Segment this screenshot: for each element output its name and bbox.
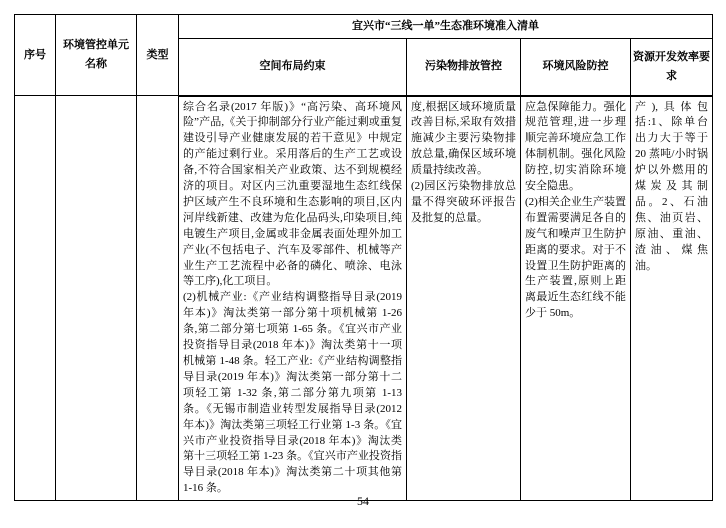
cell-unit-name	[56, 96, 137, 501]
cell-spatial-constraints	[179, 96, 407, 501]
cell-serial-number	[15, 96, 56, 501]
cell-type	[137, 96, 179, 501]
resource-paragraph-1: 产),具体包括:1、除单台出力大于等于 20 蒸吨/小时锅炉以外燃用的煤炭及其制品。2、石油焦、油页岩、原油、重油、渣油、煤焦油。	[635, 100, 708, 272]
header-risk-prevention: 环境风险防控	[521, 39, 631, 96]
risk-paragraph-2: (2)相关企业生产装置布置需要满足各自的废气和噪声卫生防护距离的要求。对于不设置卫生防护距离的生产装置,原则上距离最近生态红线不能少于 50m。	[525, 195, 626, 320]
header-serial-number: 序号	[15, 15, 56, 96]
table-banner-title: 宜兴市“三线一单”生态准环境准入清单	[179, 15, 713, 39]
risk-paragraph-1: 应急保障能力。强化规范管理,进一步理顺完善环境应急工作体制机制。强化风险防控,切实消除环境安全隐患。	[525, 100, 626, 193]
admission-list-table	[14, 14, 713, 501]
header-resource-efficiency: 资源开发效率要求	[631, 39, 713, 96]
cell-risk-prevention	[521, 96, 631, 501]
header-type: 类型	[137, 15, 179, 96]
header-pollutant-control: 污染物排放管控	[407, 39, 521, 96]
spatial-paragraph-2: (2)机械产业:《产业结构调整指导目录(2019 年本)》淘汰类第一部分第十项机械第 1-26 条,第二部分第七项第 1-65 条。《宜兴市产业投资指导目录(2018 年本)》淘汰类第十一项机械第 1-48 条。轻工产业:《产业结构调整指导目录(2019 年本)》淘汰类第一部分第十二项轻工第 1-32 条,第二部分第九项第 1-13 条。《无锡市制造业转型发展指导目录(2012 年本)》淘汰类第三项轻工行业第 1-3 条。《宜兴市产业投资指导目录(2018 年本)》淘汰类第十三项轻工第 1-23 条。《宜兴市产业投资指导目录(2018 年本)》淘汰类第二十项其他第 1-16 条。	[183, 291, 402, 495]
cell-pollutant-control	[407, 96, 521, 501]
header-unit-name: 环境管控单元名称	[56, 15, 137, 96]
cell-resource-efficiency	[631, 96, 713, 501]
page-number: 54	[357, 494, 369, 508]
pollutant-paragraph-1: 度,根据区域环境质量改善目标,采取有效措施减少主要污染物排放总量,确保区域环境质量持续改善。	[411, 100, 516, 177]
pollutant-paragraph-2: (2)园区污染物排放总量不得突破环评报告及批复的总量。	[411, 180, 516, 224]
spatial-paragraph-1: 综合名录(2017 年版)》“高污染、高环境风险”产品,《关于抑制部分行业产能过剩或重复建设引导产业健康发展的若干意见》中规定的产能过剩行业。采用落后的生产工艺或设备,不符合国家相关产业政策、达不到规模经济的项目。对区内三氿重要湿地生态红线保护区域产生不良环境和生态影响的项目,区内河岸线新建、改建为危化品码头,印染项目,纯电镀生产项目,金属或非金属表面处理外加工产业(不包括电子、汽车及零部件、机械等产业生产工艺流程中必备的磷化、喷涂、电泳等工序),化工项目。	[183, 100, 402, 288]
header-spatial-constraints: 空间布局约束	[179, 39, 407, 96]
